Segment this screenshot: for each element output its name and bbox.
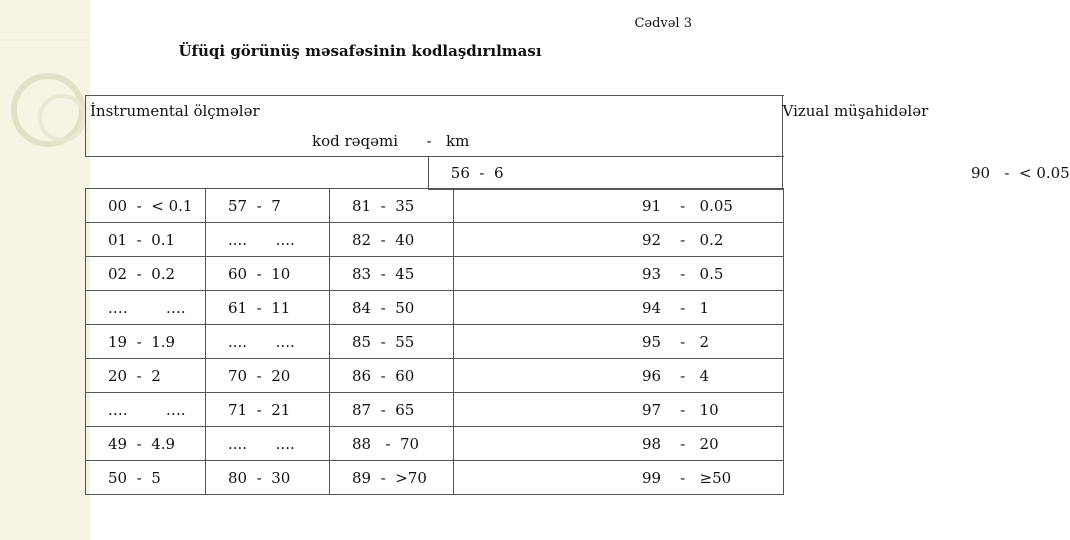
table-row xyxy=(86,291,784,325)
cell-instrumental-b: 71 - 21 xyxy=(206,393,330,427)
cell-instrumental-a: .… …. xyxy=(86,291,206,325)
cell-visual-b: 92 - 0.2 xyxy=(454,223,784,257)
table-row xyxy=(86,189,784,223)
table-row xyxy=(86,461,784,495)
table-caption: Cədvəl 3 xyxy=(634,16,692,31)
cell-instrumental-b: .... .... xyxy=(206,325,330,359)
page-title: Üfüqi görünüş məsafəsinin kodlaşdırılması xyxy=(178,42,542,60)
cell-visual-a: 84 - 50 xyxy=(330,291,454,325)
cell-visual-a: 87 - 65 xyxy=(330,393,454,427)
coding-table-body xyxy=(85,188,784,495)
cell-visual-b: 96 - 4 xyxy=(454,359,784,393)
cell-visual-a: 86 - 60 xyxy=(330,359,454,393)
cell-instrumental-a: 01 - 0.1 xyxy=(86,223,206,257)
cell-instrumental-a: 19 - 1.9 xyxy=(86,325,206,359)
table-row xyxy=(86,427,784,461)
subheader-empty xyxy=(86,157,429,190)
cell-visual-b: 93 - 0.5 xyxy=(454,257,784,291)
cell-instrumental-b: 61 - 11 xyxy=(206,291,330,325)
cell-visual-a: 85 - 55 xyxy=(330,325,454,359)
cell-visual-a: 89 - >70 xyxy=(330,461,454,495)
code-row xyxy=(86,126,783,157)
cell-instrumental-b: 57 - 7 xyxy=(206,189,330,223)
code-label: kod rəqəmi - km xyxy=(86,126,783,157)
cell-instrumental-a: 02 - 0.2 xyxy=(86,257,206,291)
instrumental-header: İnstrumental ölçmələr xyxy=(86,96,783,127)
cell-instrumental-b: 60 - 10 xyxy=(206,257,330,291)
cell-visual-a: 82 - 40 xyxy=(330,223,454,257)
cell-visual-b: 98 - 20 xyxy=(454,427,784,461)
cell-visual-a: 88 - 70 xyxy=(330,427,454,461)
subheader-col2: 56 - 6 xyxy=(428,157,782,190)
table-row xyxy=(86,359,784,393)
cell-visual-b: 94 - 1 xyxy=(454,291,784,325)
cell-instrumental-a: 50 - 5 xyxy=(86,461,206,495)
table-row xyxy=(86,393,784,427)
table-row xyxy=(86,257,784,291)
header-row: İnstrumental ölçmələr Vizual müşahidələr xyxy=(86,96,783,127)
table-row xyxy=(86,223,784,257)
cell-visual-a: 81 - 35 xyxy=(330,189,454,223)
cell-visual-a: 83 - 45 xyxy=(330,257,454,291)
cell-instrumental-a: 00 - < 0.1 xyxy=(86,189,206,223)
cell-visual-b: 99 - ≥50 xyxy=(454,461,784,495)
cell-instrumental-a: 20 - 2 xyxy=(86,359,206,393)
cell-instrumental-a: 49 - 4.9 xyxy=(86,427,206,461)
cell-visual-b: 91 - 0.05 xyxy=(454,189,784,223)
cell-instrumental-a: .… …. xyxy=(86,393,206,427)
cell-instrumental-b: 80 - 30 xyxy=(206,461,330,495)
cell-visual-b: 95 - 2 xyxy=(454,325,784,359)
cell-instrumental-b: .... .... xyxy=(206,223,330,257)
subheader-row: 56 - 6 90 - < 0.05 xyxy=(86,157,783,190)
table-row xyxy=(86,325,784,359)
cell-instrumental-b: .... .... xyxy=(206,427,330,461)
cell-instrumental-b: 70 - 20 xyxy=(206,359,330,393)
coding-table xyxy=(85,95,1070,190)
cell-visual-b: 97 - 10 xyxy=(454,393,784,427)
